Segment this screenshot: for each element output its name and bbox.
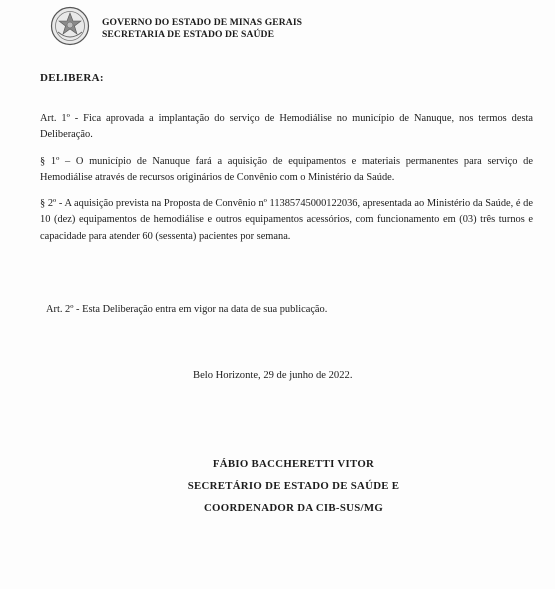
header-government: GOVERNO DO ESTADO DE MINAS GERAIS [102, 17, 303, 28]
resolution-heading: DELIBERA: [40, 72, 104, 84]
document-header [50, 6, 510, 46]
paragraph-2: § 2º - A aquisição prevista na Proposta de Convênio nº 11385745000122036, apresentada ao Ministério da Saúde, é de 10 (dez) equipamentos de hemodiálise e outros equipamentos acessórios, com funcionamento em (03) três turnos e capacidade para atender 60 (sessenta) pacientes por semana. [40, 198, 533, 242]
place-date: Belo Horizonte, 29 de junho de 2022. [193, 370, 353, 381]
signatory-name: FÁBIO BACCHERETTI VITOR [212, 458, 375, 470]
header-text [102, 17, 302, 41]
paragraph-1: § 1º – O município de Nanuque fará a aquisição de equipamentos e materiais permanentes para serviço de Hemodiálise através de recursos originários de Convênio com o Ministério da Saúde. [40, 156, 533, 184]
signatory-title-1: SECRETÁRIO DE ESTADO DE SAÚDE E [187, 480, 400, 492]
header-secretariat: SECRETARIA DE ESTADO DE SAÚDE [102, 29, 275, 40]
article-2: Art. 2º - Esta Deliberação entra em vigor na data de sua publicação. [46, 304, 328, 315]
signatory-title-2: COORDENADOR DA CIB-SUS/MG [203, 502, 384, 514]
article-1: Art. 1º - Fica aprovada a implantação do serviço de Hemodiálise no município de Nanuque, nos termos desta Deliberação. [40, 113, 533, 141]
state-coat-of-arms-icon [50, 6, 90, 46]
